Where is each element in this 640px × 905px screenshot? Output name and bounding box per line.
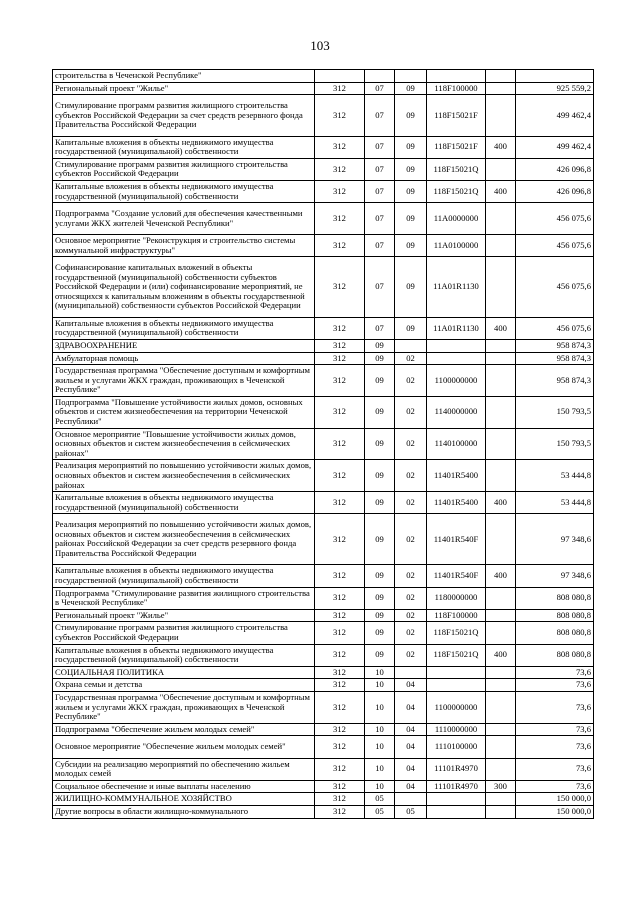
- subsection-code: [395, 339, 427, 352]
- target-article: 118F15021F: [427, 95, 486, 136]
- amount: 456 075,6: [516, 257, 594, 318]
- table-row: [53, 428, 594, 460]
- item-name: Стимулирование программ развития жилищного строительства субъектов Российской Федерации за счет средств резервного фонда Правительства Российской Федерации: [53, 95, 315, 136]
- subsection-code: [395, 70, 427, 83]
- section-code: 09: [365, 396, 395, 428]
- section-code: 07: [365, 136, 395, 158]
- subsection-code: 02: [395, 609, 427, 622]
- table-row: [53, 95, 594, 136]
- amount: 73,6: [516, 780, 594, 793]
- table-row: [53, 644, 594, 666]
- subsection-code: 02: [395, 622, 427, 644]
- table-row: [53, 622, 594, 644]
- expense-type: [486, 736, 516, 758]
- subsection-code: 09: [395, 82, 427, 95]
- amount: 73,6: [516, 666, 594, 679]
- table-row: [53, 317, 594, 339]
- expense-type: [486, 257, 516, 318]
- ministry-code: 312: [315, 158, 365, 180]
- amount: 150 000,0: [516, 793, 594, 806]
- expense-type: [486, 805, 516, 818]
- budget-table: [52, 69, 594, 819]
- subsection-code: 02: [395, 565, 427, 587]
- ministry-code: 312: [315, 587, 365, 609]
- amount: 73,6: [516, 723, 594, 736]
- item-name: Капитальные вложения в объекты недвижимого имущества государственной (муниципальной) собственности: [53, 492, 315, 514]
- amount: 97 348,6: [516, 565, 594, 587]
- amount: 456 075,6: [516, 203, 594, 235]
- table-row: [53, 793, 594, 806]
- item-name: ЗДРАВООХРАНЕНИЕ: [53, 339, 315, 352]
- target-article: [427, 679, 486, 692]
- ministry-code: 312: [315, 257, 365, 318]
- target-article: 11101R4970: [427, 758, 486, 780]
- target-article: [427, 339, 486, 352]
- expense-type: 400: [486, 180, 516, 202]
- expense-type: [486, 679, 516, 692]
- subsection-code: 09: [395, 180, 427, 202]
- ministry-code: 312: [315, 666, 365, 679]
- subsection-code: 09: [395, 95, 427, 136]
- table-row: [53, 679, 594, 692]
- amount: 73,6: [516, 758, 594, 780]
- ministry-code: 312: [315, 317, 365, 339]
- expense-type: [486, 352, 516, 365]
- amount: 808 080,8: [516, 622, 594, 644]
- item-name: Охрана семьи и детства: [53, 679, 315, 692]
- expense-type: 400: [486, 317, 516, 339]
- item-name: Региональный проект "Жилье": [53, 609, 315, 622]
- table-row: [53, 365, 594, 397]
- expense-type: [486, 95, 516, 136]
- page-number: 103: [310, 38, 330, 53]
- target-article: 118F15021Q: [427, 180, 486, 202]
- subsection-code: 04: [395, 758, 427, 780]
- item-name: Социальное обеспечение и иные выплаты населению: [53, 780, 315, 793]
- expense-type: [486, 234, 516, 256]
- expense-type: [486, 622, 516, 644]
- table-row: [53, 805, 594, 818]
- table-row: [53, 758, 594, 780]
- item-name: Подпрограмма "Повышение устойчивости жилых домов, основных объектов и систем жизнеобеспечения на территории Чеченской Республики": [53, 396, 315, 428]
- target-article: 1100000000: [427, 365, 486, 397]
- subsection-code: 02: [395, 365, 427, 397]
- subsection-code: 09: [395, 136, 427, 158]
- expense-type: 400: [486, 136, 516, 158]
- expense-type: [486, 758, 516, 780]
- amount: 958 874,3: [516, 339, 594, 352]
- expense-type: [486, 587, 516, 609]
- section-code: 07: [365, 203, 395, 235]
- ministry-code: 312: [315, 203, 365, 235]
- item-name: Подпрограмма "Обеспечение жильем молодых семей": [53, 723, 315, 736]
- target-article: 1140000000: [427, 396, 486, 428]
- target-article: [427, 793, 486, 806]
- target-article: [427, 666, 486, 679]
- section-code: 09: [365, 352, 395, 365]
- item-name: ЖИЛИЩНО-КОММУНАЛЬНОЕ ХОЗЯЙСТВО: [53, 793, 315, 806]
- table-row: [53, 257, 594, 318]
- table-row: [53, 460, 594, 492]
- expense-type: [486, 692, 516, 724]
- item-name: Другие вопросы в области жилищно-коммунального: [53, 805, 315, 818]
- amount: 150 000,0: [516, 805, 594, 818]
- target-article: 11A0100000: [427, 234, 486, 256]
- table-row: [53, 736, 594, 758]
- expense-type: [486, 514, 516, 565]
- target-article: 118F15021Q: [427, 158, 486, 180]
- target-article: 118F100000: [427, 609, 486, 622]
- table-row: [53, 180, 594, 202]
- target-article: 1180000000: [427, 587, 486, 609]
- table-row: [53, 666, 594, 679]
- item-name: СОЦИАЛЬНАЯ ПОЛИТИКА: [53, 666, 315, 679]
- amount: 73,6: [516, 736, 594, 758]
- target-article: 11101R4970: [427, 780, 486, 793]
- amount: 808 080,8: [516, 644, 594, 666]
- ministry-code: [315, 70, 365, 83]
- subsection-code: 02: [395, 587, 427, 609]
- amount: 426 096,8: [516, 180, 594, 202]
- amount: 150 793,5: [516, 428, 594, 460]
- table-row: [53, 82, 594, 95]
- table-row: [53, 70, 594, 83]
- section-code: [365, 70, 395, 83]
- expense-type: [486, 666, 516, 679]
- subsection-code: 09: [395, 317, 427, 339]
- amount: 97 348,6: [516, 514, 594, 565]
- section-code: 09: [365, 492, 395, 514]
- section-code: 07: [365, 234, 395, 256]
- table-row: [53, 396, 594, 428]
- amount: 73,6: [516, 679, 594, 692]
- table-row: [53, 158, 594, 180]
- expense-type: [486, 82, 516, 95]
- table-row: [53, 492, 594, 514]
- section-code: 09: [365, 644, 395, 666]
- item-name: Капитальные вложения в объекты недвижимого имущества государственной (муниципальной) собственности: [53, 317, 315, 339]
- table-row: [53, 723, 594, 736]
- target-article: 11401R540F: [427, 514, 486, 565]
- target-article: 1100000000: [427, 692, 486, 724]
- ministry-code: 312: [315, 460, 365, 492]
- item-name: Основное мероприятие "Повышение устойчивости жилых домов, основных объектов и систем жизнеобеспечения в сейсмических районах": [53, 428, 315, 460]
- table-row: [53, 514, 594, 565]
- ministry-code: 312: [315, 609, 365, 622]
- section-code: 10: [365, 736, 395, 758]
- item-name: Субсидии на реализацию мероприятий по обеспечению жильем молодых семей: [53, 758, 315, 780]
- amount: 925 559,2: [516, 82, 594, 95]
- ministry-code: 312: [315, 723, 365, 736]
- item-name: Основное мероприятие "Обеспечение жильем молодых семей": [53, 736, 315, 758]
- expense-type: [486, 365, 516, 397]
- expense-type: [486, 158, 516, 180]
- section-code: 09: [365, 339, 395, 352]
- item-name: строительства в Чеченской Республике": [53, 70, 315, 83]
- expense-type: [486, 460, 516, 492]
- amount: 499 462,4: [516, 95, 594, 136]
- expense-type: [486, 609, 516, 622]
- section-code: 07: [365, 95, 395, 136]
- item-name: Софинансирование капитальных вложений в объекты государственной (муниципальной) собственности субъектов Российской Федерации и (или) софинансирование мероприятий, не относящихся к капитальным вложениям в объекты государственной (муниципальной) собственности субъектов Российской Федерации: [53, 257, 315, 318]
- table-row: [53, 234, 594, 256]
- expense-type: [486, 339, 516, 352]
- amount: 499 462,4: [516, 136, 594, 158]
- target-article: 1110100000: [427, 736, 486, 758]
- section-code: 05: [365, 793, 395, 806]
- item-name: Подпрограмма "Создание условий для обеспечения качественными услугами ЖКХ жителей Чеченской Республики": [53, 203, 315, 235]
- subsection-code: 09: [395, 234, 427, 256]
- ministry-code: 312: [315, 352, 365, 365]
- section-code: 09: [365, 428, 395, 460]
- subsection-code: 02: [395, 352, 427, 365]
- target-article: 11A01R1130: [427, 317, 486, 339]
- target-article: 11A01R1130: [427, 257, 486, 318]
- amount: 150 793,5: [516, 396, 594, 428]
- section-code: 09: [365, 460, 395, 492]
- item-name: Региональный проект "Жилье": [53, 82, 315, 95]
- ministry-code: 312: [315, 622, 365, 644]
- expense-type: 400: [486, 644, 516, 666]
- ministry-code: 312: [315, 565, 365, 587]
- amount: 456 075,6: [516, 234, 594, 256]
- ministry-code: 312: [315, 339, 365, 352]
- section-code: 09: [365, 365, 395, 397]
- expense-type: 400: [486, 565, 516, 587]
- expense-type: [486, 428, 516, 460]
- section-code: 07: [365, 317, 395, 339]
- section-code: 10: [365, 692, 395, 724]
- table-row: [53, 587, 594, 609]
- section-code: 07: [365, 82, 395, 95]
- subsection-code: 04: [395, 780, 427, 793]
- ministry-code: 312: [315, 793, 365, 806]
- subsection-code: 04: [395, 692, 427, 724]
- table-row: [53, 203, 594, 235]
- ministry-code: 312: [315, 514, 365, 565]
- amount: 53 444,8: [516, 492, 594, 514]
- subsection-code: [395, 793, 427, 806]
- table-row: [53, 565, 594, 587]
- target-article: 11401R540F: [427, 565, 486, 587]
- item-name: Капитальные вложения в объекты недвижимого имущества государственной (муниципальной) собственности: [53, 180, 315, 202]
- subsection-code: [395, 666, 427, 679]
- amount: 73,6: [516, 692, 594, 724]
- section-code: 09: [365, 565, 395, 587]
- ministry-code: 312: [315, 136, 365, 158]
- expense-type: [486, 70, 516, 83]
- ministry-code: 312: [315, 805, 365, 818]
- expense-type: 400: [486, 492, 516, 514]
- subsection-code: 02: [395, 492, 427, 514]
- section-code: 07: [365, 158, 395, 180]
- amount: 958 874,3: [516, 352, 594, 365]
- ministry-code: 312: [315, 234, 365, 256]
- subsection-code: 02: [395, 428, 427, 460]
- section-code: 10: [365, 666, 395, 679]
- section-code: 10: [365, 758, 395, 780]
- subsection-code: 02: [395, 396, 427, 428]
- target-article: 1110000000: [427, 723, 486, 736]
- table-row: [53, 136, 594, 158]
- subsection-code: 05: [395, 805, 427, 818]
- ministry-code: 312: [315, 758, 365, 780]
- section-code: 10: [365, 679, 395, 692]
- section-code: 05: [365, 805, 395, 818]
- ministry-code: 312: [315, 180, 365, 202]
- item-name: Капитальные вложения в объекты недвижимого имущества государственной (муниципальной) собственности: [53, 644, 315, 666]
- amount: [516, 70, 594, 83]
- subsection-code: 04: [395, 679, 427, 692]
- section-code: 09: [365, 622, 395, 644]
- expense-type: [486, 396, 516, 428]
- section-code: 10: [365, 723, 395, 736]
- item-name: Государственная программа "Обеспечение доступным и комфортным жильем и услугами ЖКХ граждан, проживающих в Чеченской Республике": [53, 692, 315, 724]
- table-row: [53, 692, 594, 724]
- table-row: [53, 352, 594, 365]
- section-code: 07: [365, 257, 395, 318]
- ministry-code: 312: [315, 396, 365, 428]
- subsection-code: 04: [395, 723, 427, 736]
- amount: 808 080,8: [516, 587, 594, 609]
- target-article: 118F100000: [427, 82, 486, 95]
- target-article: 11401R5400: [427, 492, 486, 514]
- subsection-code: 09: [395, 158, 427, 180]
- subsection-code: 02: [395, 460, 427, 492]
- ministry-code: 312: [315, 428, 365, 460]
- item-name: Государственная программа "Обеспечение доступным и комфортным жильем и услугами ЖКХ граждан, проживающих в Чеченской Республике": [53, 365, 315, 397]
- subsection-code: 02: [395, 514, 427, 565]
- ministry-code: 312: [315, 780, 365, 793]
- subsection-code: 09: [395, 257, 427, 318]
- expense-type: [486, 203, 516, 235]
- target-article: 118F15021F: [427, 136, 486, 158]
- ministry-code: 312: [315, 82, 365, 95]
- expense-type: [486, 793, 516, 806]
- table-row: [53, 609, 594, 622]
- target-article: [427, 352, 486, 365]
- item-name: Реализация мероприятий по повышению устойчивости жилых домов, основных объектов и систем жизнеобеспечения в сейсмических районах: [53, 460, 315, 492]
- section-code: 09: [365, 609, 395, 622]
- target-article: 11A0000000: [427, 203, 486, 235]
- subsection-code: 04: [395, 736, 427, 758]
- item-name: Стимулирование программ развития жилищного строительства субъектов Российской Федерации: [53, 622, 315, 644]
- ministry-code: 312: [315, 736, 365, 758]
- expense-type: 300: [486, 780, 516, 793]
- item-name: Капитальные вложения в объекты недвижимого имущества государственной (муниципальной) собственности: [53, 136, 315, 158]
- target-article: 118F15021Q: [427, 622, 486, 644]
- subsection-code: 02: [395, 644, 427, 666]
- section-code: 09: [365, 587, 395, 609]
- ministry-code: 312: [315, 679, 365, 692]
- amount: 426 096,8: [516, 158, 594, 180]
- amount: 456 075,6: [516, 317, 594, 339]
- ministry-code: 312: [315, 365, 365, 397]
- ministry-code: 312: [315, 492, 365, 514]
- amount: 53 444,8: [516, 460, 594, 492]
- ministry-code: 312: [315, 95, 365, 136]
- target-article: 1140100000: [427, 428, 486, 460]
- target-article: [427, 805, 486, 818]
- ministry-code: 312: [315, 692, 365, 724]
- target-article: 118F15021Q: [427, 644, 486, 666]
- item-name: Амбулаторная помощь: [53, 352, 315, 365]
- section-code: 10: [365, 780, 395, 793]
- item-name: Реализация мероприятий по повышению устойчивости жилых домов, основных объектов и систем жизнеобеспечения в сейсмических районах Российской Федерации за счет средств резервного фонда Правительства Российской Федерации: [53, 514, 315, 565]
- amount: 808 080,8: [516, 609, 594, 622]
- item-name: Капитальные вложения в объекты недвижимого имущества государственной (муниципальной) собственности: [53, 565, 315, 587]
- item-name: Основное мероприятие "Реконструкция и строительство системы коммунальной инфраструктуры": [53, 234, 315, 256]
- target-article: [427, 70, 486, 83]
- target-article: 11401R5400: [427, 460, 486, 492]
- subsection-code: 09: [395, 203, 427, 235]
- table-row: [53, 780, 594, 793]
- expense-type: [486, 723, 516, 736]
- table-row: [53, 339, 594, 352]
- amount: 958 874,3: [516, 365, 594, 397]
- section-code: 09: [365, 514, 395, 565]
- item-name: Подпрограмма "Стимулирование развития жилищного строительства в Чеченской Республике": [53, 587, 315, 609]
- item-name: Стимулирование программ развития жилищного строительства субъектов Российской Федерации: [53, 158, 315, 180]
- section-code: 07: [365, 180, 395, 202]
- ministry-code: 312: [315, 644, 365, 666]
